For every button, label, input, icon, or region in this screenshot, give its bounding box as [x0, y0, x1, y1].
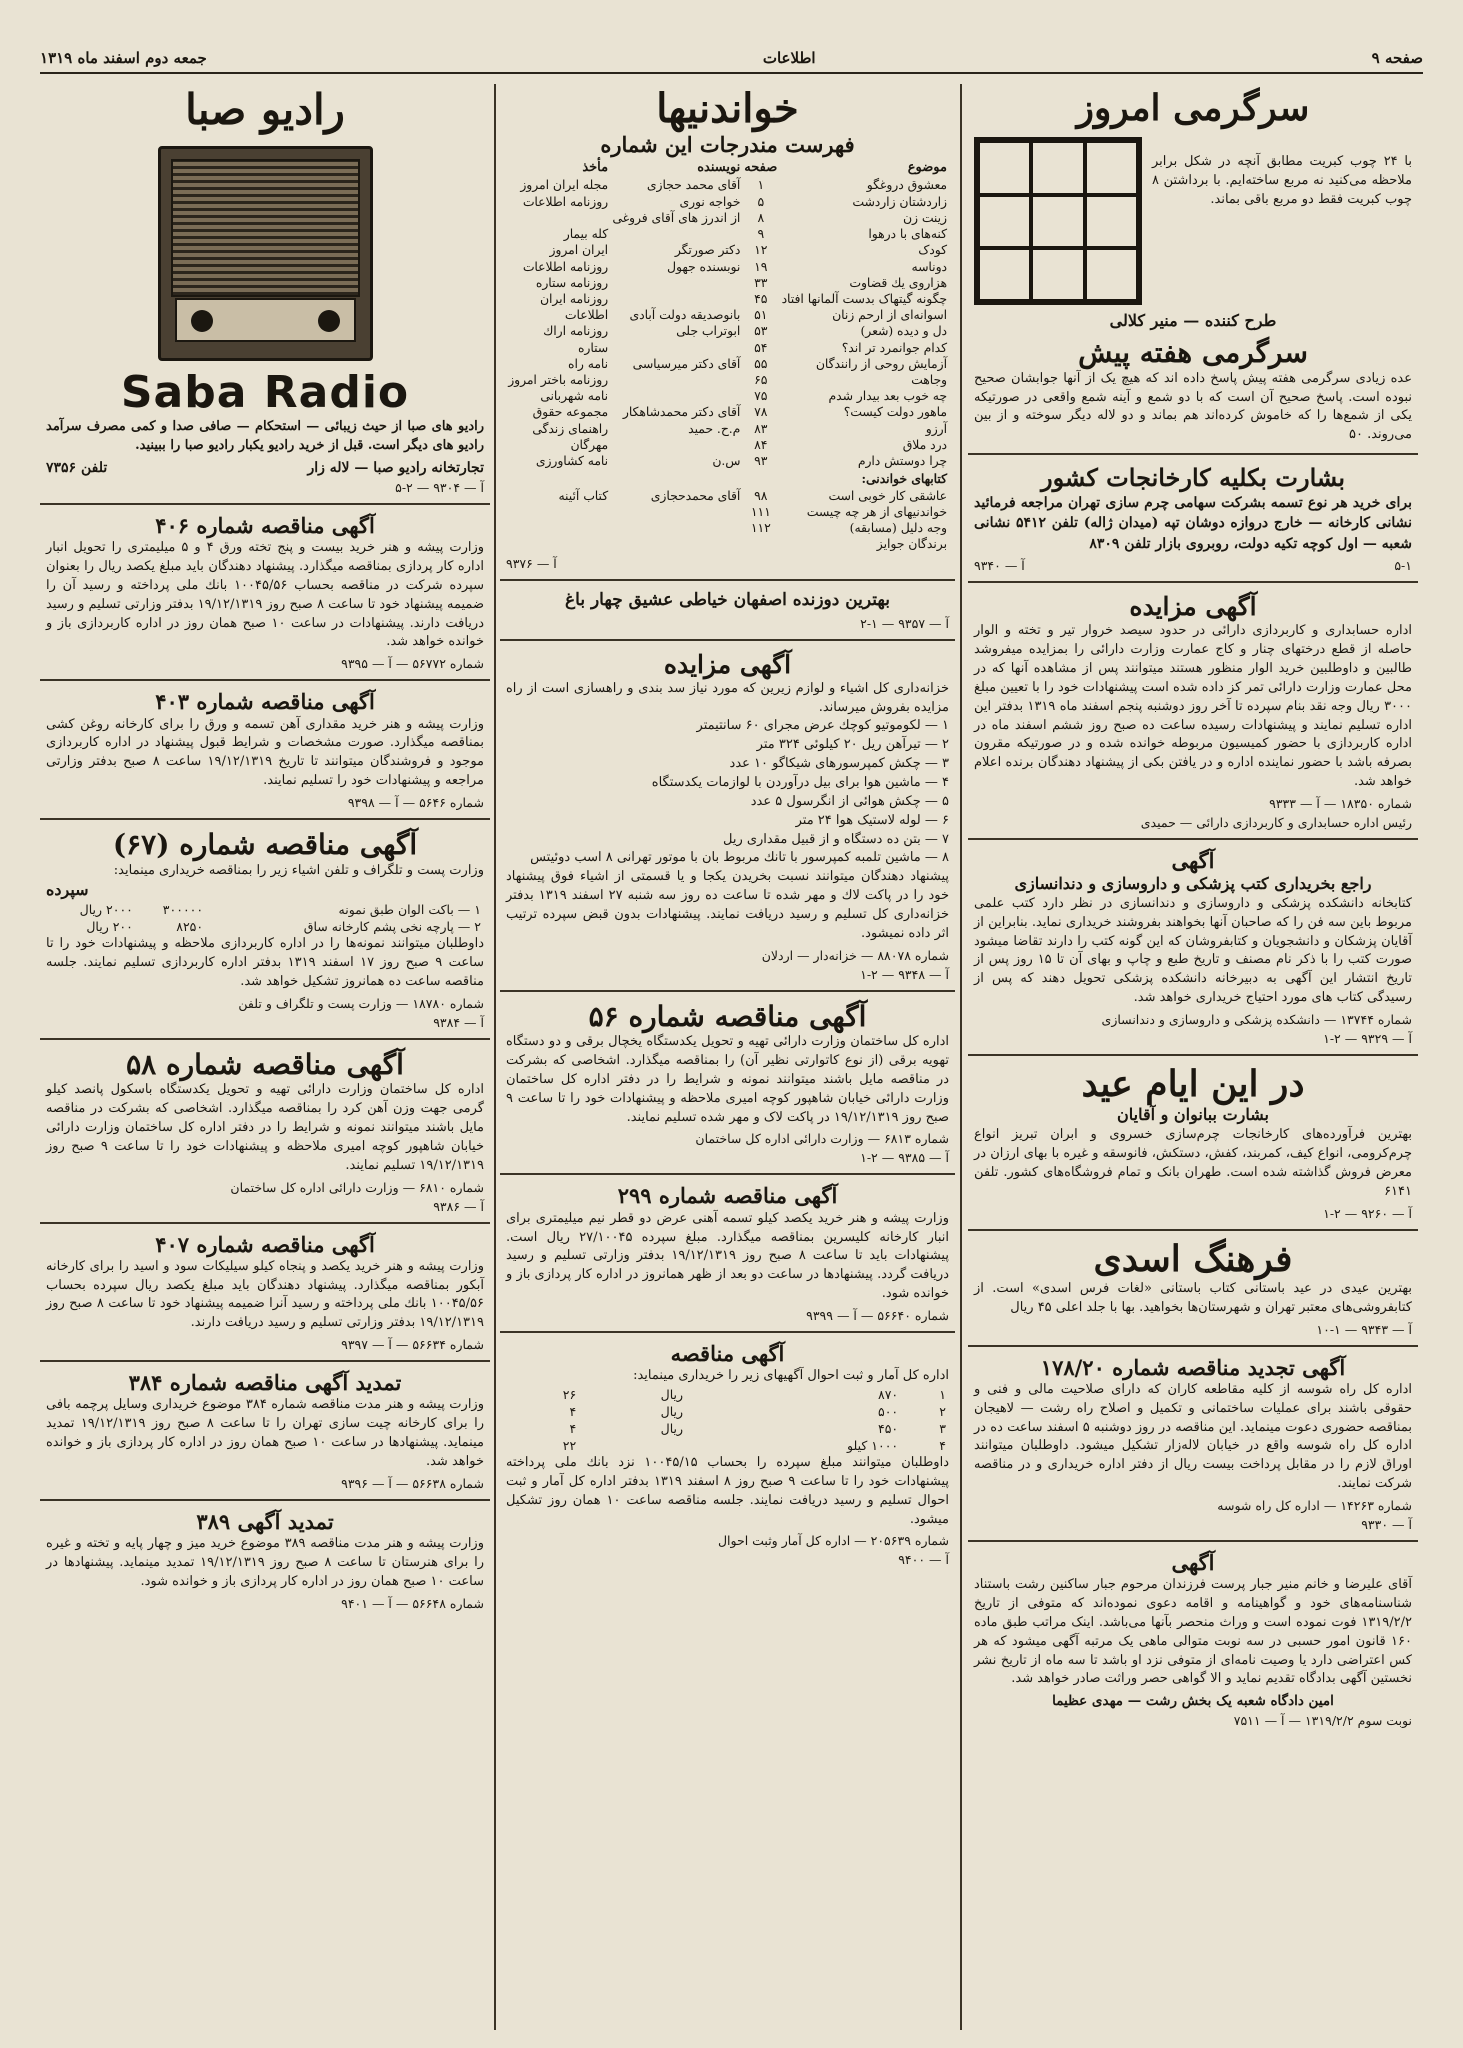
- tender-407: [40, 1224, 490, 1363]
- newspaper-name: اطلاعات: [762, 49, 816, 67]
- puzzle-title: سرگرمی امروز: [1076, 87, 1310, 129]
- contents-row: آزمایش روحی از رانندگان ۵۵ آقای دکتر میرسیاسی نامه راه: [568, 356, 947, 371]
- renewal-389-ref: شماره ۵۶۶۴۸ — آ — ۹۴۰۱: [341, 1595, 484, 1611]
- eid-ad: [968, 1056, 1418, 1231]
- tender-406-title: آگهی مناقصه شماره ۴۰۶: [155, 512, 375, 538]
- saba-radio-title: رادیو صبا: [185, 85, 345, 134]
- tender-56-ref: شماره ۶۸۱۳ — وزارت دارائی اداره کل ساختمان: [695, 1131, 949, 1147]
- contents-row: چه خوب بعد بیدار شدم ۷۵ نامه شهربانی: [540, 389, 947, 404]
- medical-books-ref2: آ — ۹۳۲۹ — ۲-۱: [1323, 1031, 1412, 1046]
- tender-56-text: اداره کل ساختمان وزارت دارائی تهیه و تحویل یکدستگاه یخچال برقی و دو دستگاه تهویه برقی (از نوع کاتوارتی نظیر آن) را بمناقصه میگذارد. اشخاصی که بشرکت در مناقصه مایل باشند میتوانند نمونه و شرایط را در دفتر اداره کل ساختمان وزارت دارائی خیابان شاهپور کوچه امیری ملاحظه و پیشنهادات خود را تا ساعت ۹ صبح روز ۱۹/۱۲/۱۳۱۹ در پاکت لاک و مهر شده تسلیم نمایند.: [506, 1034, 949, 1125]
- contents-section-row: کتابهای خواندنی:: [861, 471, 947, 487]
- treasury-auction-items: [506, 717, 949, 868]
- contents-row: کدام جوانمرد تر اند؟ ۵۴ ستاره: [577, 340, 947, 355]
- treasury-auction-ref2: آ — ۹۳۴۸ — ۲-۱: [860, 966, 949, 982]
- court-notice: [968, 1542, 1418, 1736]
- court-title: آگهی: [1171, 1549, 1215, 1575]
- auction-item: ۵ — چکش هوائی از انگرسول ۵ عدد: [750, 793, 949, 809]
- contents-header-row: موضوع صفحه نویسنده مأخذ: [582, 160, 947, 176]
- stats-tender-row: ۴ ۱۰۰۰ کیلو ۲۲: [562, 1437, 946, 1453]
- tender-67-title: آگهی مناقصه شماره (۶۷): [112, 827, 418, 861]
- saba-radio-ad: [40, 84, 490, 505]
- tender-299-text: وزارت پیشه و هنر خرید یکصد کیلو تسمه آهنی عرض دو قطر نیم میلیمتری برای انبار کارخانه کلیسرین بمناقصه میگذارد. مبلغ سپرده ۲۷/۱۰۰۴۵ ریال است. پیشنهادات باید تا ساعت ۸ صبح روز ۱۹/۱۲/۱۳۱۹ بدفتر وزارتی تسلیم و رسید دریافت گردد. پیشنهادها در ساعت دو بعد از ظهر همانروز در اداره کار پردازی باز و خوانده شود.: [506, 1210, 950, 1302]
- stats-tender-text: اداره کل آمار و ثبت احوال آگهیهای زیر را خریداری مینماید:: [633, 1368, 949, 1384]
- leather-ad-text: برای خرید هر نوع تسمه بشرکت سهامی چرم سازی تهران مراجعه فرمائید نشانی کارخانه — خارج دروازه دوشان تپه (میدان ژاله) تلفن ۵۴۱۲ نشانی شعبه — اول کوچه تکیه دولت، روبروی بازار تلفن ۸۳۰۹: [974, 495, 1412, 552]
- treasury-auction-ref: شماره ۸۸۰۷۸ — خزانه‌دار — اردلان: [761, 947, 949, 963]
- renewal-384-text: وزارت پیشه و هنر مدت مناقصه شماره ۳۸۴ موضوع خریداری وسایل پرچمه بافی را برای کارخانه چیت سازی تهران را تا ساعت ۸ صبح روز ۱۹/۱۲/۱۳۱۹ تمدید مینماید. پیشنهادها در ساعت ۱۰ صبح همان روز در اداره کار پردازی باز و خوانده خواهد شد.: [46, 1397, 484, 1469]
- tender-67-row: ۲ — پارچه نخی پشم کارخانه ساق ۸۲۵۰ ۲۰۰ ریال: [86, 919, 481, 935]
- auction-item: ۱ — لکوموتیو کوچك عرض مجرای ۶۰ سانتیمتر: [696, 718, 949, 734]
- medical-books-notice: [968, 840, 1418, 1056]
- tender-56: [500, 992, 955, 1176]
- contents-row: آرزو ۸۳ م.ح. حمید راهنمای زندگی: [532, 421, 947, 436]
- saba-radio-ref: آ — ۹۳۰۴ — ۲-۵: [395, 479, 484, 495]
- auction-item: ۸ — ماشین تلمبه کمپرسور با تانك مربوط بان با موتور تهرانی ۸ اسب دوئیتس: [530, 850, 949, 866]
- contents-row: دوناسه ۱۹ نوبسنده جهول روزنامه اطلاعات: [522, 259, 947, 274]
- stats-tender: [500, 1333, 955, 1575]
- contents-row: چرا دوستش دارم ۹۳ س.ن نامه کشاورزی: [535, 454, 947, 469]
- tender-58-text: اداره کل ساختمان وزارت دارائی تهیه و تحویل یکدستگاه باسکول پانصد کیلو گرمی جهت وزن آهن کرد را بمناقصه میگذارد. اشخاصی که بشرکت در مناقصه مایل باشند میتوانند نمونه و شرایط را در دفتر اداره کل ساختمان وزارت دارائی خیابان شاهپور کوچه امیری ملاحظه و پیشنهادات خود را تا ساعت ۹ صبح روز ۱۹/۱۲/۱۳۱۹ تسلیم نمایند.: [46, 1082, 485, 1173]
- eid-text: بهترین فرآورده‌های کارخانجات چرم‌سازی خسروی و ابران تبریز انواع چرم‌کرومی، انواع کیف، کمربند، کفش، دستکش، فانوسقه و غیره با بهای ارزان در معرض فروش گذاشته شده است. طهران بانک و تمام فروشگاه‌های کشور. تلفن ۶۱۴۱: [974, 1127, 1412, 1199]
- auction-item: ۶ — لوله لاستیک هوا ۲۴ متر: [795, 812, 949, 828]
- farhang-ad: [968, 1231, 1418, 1347]
- tender-403-text: وزارت پیشه و هنر خرید مقداری آهن تسمه و ورق را برای کارخانه روغن کشی بمناقصه میگذارد. صورت مشخصات و شرایط قبول پیشنهاد در اداره کاربردازی موجود و فروشندگان میتوانند تا تاریخ ۱۹/۱۲/۱۳۱۹ ساعت ۸ صبح بدفتر وزارتی مراجعه و پیشنهادات خود را تسلیم نمایند.: [46, 716, 484, 789]
- khandaniha-subtitle: فهرست مندرجات این شماره: [600, 132, 855, 157]
- tender-67-text2: داوطلبان میتوانند نمونه‌ها را در اداره کاربردازی ملاحظه و پیشنهادات خود را تا ساعت ۹ صبح روز ۱۷ اسفند ۱۳۱۹ بدفتر اداره کاربردازی تسلیم نمایند. جلسه مناقصه ساعت ده همانروز تشکیل خواهد شد.: [46, 936, 485, 989]
- tender-406-ref: شماره ۵۶۷۷۲ — آ — ۹۳۹۵: [341, 656, 484, 672]
- contents-row: زاردشتان زاردشت ۵ خواجه نوری روزنامه اطلاعات: [522, 194, 947, 209]
- eid-ref: آ — ۹۲۶۰ — ۲-۱: [1323, 1205, 1412, 1221]
- auction-notice: [968, 583, 1418, 840]
- auction-text: اداره حسابداری و کاربردازی دارائی در حدود سیصد خروار تیر و تخته و الوار حاصله از قطع درختهای چنار و کاج عمارت وزارت دارائی را بمزایده میفروشد طالبین و داوطلبین خرید الوار منظور هستند میتوانند پس از مشاهده آنها که در محل عمارت وزارت دارائی تمر کز داده شده است پیشنهادات خود را با تعیین مبلغ ۳۰۰۰ ریال وجه نقد بنام سپرده تا آخر روز دوشنبه پنجم اسفند ماه ۱۳۱۹ بدفتر این اداره تسلیم نمایند و پیشنهادات رسیده ساعت ده صبح روز ششم اسفند ماه در اداره کاربردازی با حضور کمیسیون مربوطه خوانده شده و در صورتیکه مقرون بصرفه باشد با حضور نماینده اداره و در یافتن بکی از پیشنهاد دهندگان برنده اعلام خواهد شد.: [974, 623, 1412, 790]
- road-tender-title: آگهی تجدید مناقصه شماره ۱۷۸/۲۰: [1040, 1354, 1346, 1380]
- contents-row: برندگان جوایز: [876, 537, 947, 552]
- puzzle-text: با ۲۴ چوب کبریت مطابق آنچه در شکل برابر ملاحظه می‌کنید نه مربع ساخته‌ایم. با برداشتن ۸ چوب کبریت فقط دو مربع باقی بماند.: [1152, 154, 1412, 208]
- puzzle-body: [974, 137, 1412, 305]
- tender-403: [40, 681, 490, 820]
- stats-tender-row: ۱ ۸۷۰ ریال ۲۶: [562, 1386, 946, 1402]
- khandaniha-block: [500, 84, 955, 581]
- tender-67: [40, 820, 490, 1040]
- leather-ad-title: بشارت بکلیه کارخانجات کشور: [1040, 463, 1346, 493]
- medical-books-title: آگهی: [1171, 847, 1215, 873]
- contents-row: معشوق دروغگو ۱ آقای محمد حجازی مجله ایران امروز: [520, 178, 947, 193]
- radio-illustration: [158, 146, 373, 361]
- puzzle-block: [968, 84, 1418, 455]
- contents-row: عاشقی کار خوبی است ۹۸ آقای محمدحجازی کتاب آئینه: [558, 488, 947, 503]
- stats-tender-table: [506, 1386, 949, 1454]
- auction-ref: شماره ۱۸۳۵۰ — آ — ۹۳۳۳: [1269, 795, 1412, 811]
- column-rule: [494, 84, 496, 2030]
- contents-row: کنه‌های با درهوا ۹ کله بیمار: [563, 227, 947, 242]
- medical-books-ref: شماره ۱۳۷۴۴ — دانشکده پزشکی و داروسازی و دندانسازی: [1101, 1012, 1412, 1027]
- saba-radio-contact: تجارتخانه رادیو صبا — لاله زار تلفن ۷۳۵۶: [46, 459, 484, 476]
- court-text: آقای علیرضا و خانم منیر جبار پرست فرزندان مرحوم جبار ساکنین رشت باستناد شناسنامه‌های خود و گواهینامه و اقامه دعوی نموده‌اند که متوفی از تاریخ ۱۳۱۹/۲/۲ فوت نموده است و وراث منحصر بآنها می‌باشد. اینک مراتب طبق ماده ۱۶۰ قانون امور حسبی در سه نوبت متوالی ماهی یک مرتبه آگهی میشود که هر کس اعتراضی دارد یا وصیت نامه‌ای از متوفی نزد او باشد تا سه ماه از تاریخ نشر نخستین آگهی بدادگاه تقدیم نماید و الا گواهی حصر وراثت صادر خواهد شد.: [974, 1577, 1412, 1687]
- contents-ref: آ — ۹۳۷۶: [506, 556, 557, 572]
- middle-column: [500, 84, 955, 2030]
- khandaniha-title: خواندنیها: [656, 85, 799, 132]
- tender-299-title: آگهی مناقصه شماره ۲۹۹: [617, 1183, 838, 1209]
- leather-ad: [968, 455, 1418, 583]
- auction-title: آگهی مزایده: [1129, 592, 1257, 622]
- stats-tender-ref: شماره ۲۰۵۶۳۹ — اداره کل آمار وثبت احوال: [717, 1533, 949, 1549]
- tender-406-text: وزارت پیشه و هنر خرید بیست و پنج تخته ورق ۴ و ۵ میلیمتری را تحویل انبار اداره کار پردازی بمناقصه میگذارد. پیشنهاد دهندگان باید مبلغ یکصد ریال را بعنوان سپرده شرکت در مناقصه بحساب ۱۰۰۴۵/۵۶ بانك ملی پرداخته و رسید آن را ضمیمه پیشنهاد خود تا ساعت ۸ صبح روز ۱۹/۱۲/۱۳۱۹ بدفتر وزارتی تسلیم و رسید دریافت دارند. پیشنهادات در ساعت ۱۰ صبح همان روز در اداره کاربردازی باز و خوانده خواهد شد.: [46, 540, 485, 650]
- road-tender-ref2: آ — ۹۳۳۰: [1361, 1516, 1412, 1532]
- tender-58-ref: شماره ۶۸۱۰ — وزارت دارائی اداره کل ساختمان: [230, 1179, 484, 1195]
- auction-item: ۲ — تیرآهن ریل ۲۰ کیلوئی ۳۲۴ متر: [756, 737, 949, 753]
- tender-403-title: آگهی مناقصه شماره ۴۰۳: [155, 689, 375, 715]
- treasury-auction-text: پیشنهاد دهندگان میتوانند نسبت بخریدن یکجا و یا قسمتی از اشیاء فوق پیشنهاد خود را در پاکت لاك و مهر شده تا ساعت ده روز سه شنبه ۲۷ اسفند ۱۳۱۹ بدفتر خزانه‌داری کل تسلیم و رسید دریافت نمایند. پیشنهادات بدون قبض سپرده ترتیب اثر داده نمیشود.: [506, 869, 950, 941]
- stats-tender-row: ۳ ۴۵۰ ریال ۴: [569, 1420, 946, 1436]
- tender-407-ref: شماره ۵۶۶۳۴ — آ — ۹۳۹۷: [341, 1337, 484, 1353]
- auction-item: ۷ — بتن ده دستگاه و از قبیل مقداری ریل: [722, 831, 949, 847]
- stats-tender-row: ۲ ۵۰۰ ریال ۴: [569, 1403, 946, 1419]
- contents-row: اسوانه‌ای از ارحم زنان ۵۱ بانوصدیقه دولت آبادی اطلاعات: [564, 308, 947, 323]
- tender-67-table: [46, 901, 484, 935]
- contents-row: دل و دیده (شعر) ۵۳ ابوتراب جلی روزنامه اراك: [543, 324, 947, 339]
- farhang-ref: آ — ۹۳۴۳ — ۱-۱۰: [1316, 1321, 1412, 1337]
- tailor-ad: [500, 581, 955, 640]
- contents-row: ماهور دولت کیست؟ ۷۸ آقای دکتر محمدشاهکار مجموعه حقوق: [532, 405, 947, 420]
- renewal-389-title: تمدید آگهی ۳۸۹: [196, 1508, 334, 1534]
- contents-row: وجه دلیل (مسابقه) ۱۱۲: [750, 521, 947, 535]
- farhang-title: فرهنگ اسدی: [1093, 1237, 1293, 1280]
- stats-tender-ref2: آ — ۹۴۰۰: [898, 1552, 949, 1568]
- tender-406: [40, 505, 490, 681]
- tender-403-ref: شماره ۵۶۴۶ — آ — ۹۳۹۸: [347, 794, 484, 810]
- renewal-384: [40, 1362, 490, 1501]
- tender-299-ref: شماره ۵۶۶۴۰ — آ — ۹۳۹۹: [806, 1307, 949, 1323]
- contents-row: چگونه گیتهاک بدست آلمانها افتاد ۴۵ روزنامه ایران: [539, 291, 947, 306]
- tender-407-text: وزارت پیشه و هنر خرید یکصد و پنجاه کیلو سیلیکات سود و اسید را برای کارخانه آبکور بمناقصه میگذارد. پیشنهاد دهندگان باید مبلغ یکصد ریال سپرده بحساب ۱۰۰۴۵/۵۶ بانك ملی پرداخته و رسید آنرا ضمیمه پیشنهاد خود تا ساعت ۸ صبح روز ۱۹/۱۲/۱۳۱۹ بدفتر وزارتی تسلیم و رسید دریافت دارند.: [46, 1258, 485, 1331]
- contents-row: درد ملاق ۸۴ مهرگان: [570, 437, 947, 452]
- contents-row: وجاهت ۶۵ روزنامه باختر امروز: [508, 373, 947, 388]
- medical-books-text: کتابخانه دانشکده پزشکی و داروسازی و دندانسازی در نظر دارد کتب علمی مربوط باین سه فن را که صاحبان آنها بخواهند بفروشند خریداری نماید. بنابراین از آقایان پزشکان و دانشجویان و کتابفروشان که این گونه کتب را دارند تقاضا میشود صورت کتب را با ذکر نام مصنف و تاریخ طبع و چاپ و بهای آن تا ۱۵ روز پس از تاریخ انتشار این آگهی به دبیرخانه دانشکده پزشکی تحویل دهند که پس از رسیدگی کتاب های مورد احتیاج خریداری خواهد شد.: [974, 895, 1412, 1006]
- tender-58-title: آگهی مناقصه شماره ۵۸: [126, 1047, 404, 1081]
- auction-item: ۴ — ماشین هوا برای بیل درآوردن با لوازمات یکدستگاه: [651, 775, 949, 790]
- tender-67-row: ۱ — باکت الوان طبق نمونه ۳۰۰۰۰۰ ۲۰۰۰ ریال: [79, 902, 481, 918]
- right-column: [968, 84, 1418, 2030]
- tender-58-ref2: آ — ۹۳۸۶: [433, 1198, 484, 1214]
- renewal-384-ref: شماره ۵۶۶۳۸ — آ — ۹۳۹۶: [341, 1475, 484, 1491]
- page-number: صفحه ۹: [1371, 49, 1423, 67]
- matchstick-grid: [974, 137, 1142, 305]
- renewal-389-text: وزارت پیشه و هنر مدت مناقصه ۳۸۹ موضوع خرید میز و چهار پایه و تخته و غیره را برای هنرستان تا ساعت ۸ صبح روز ۱۹/۱۲/۱۳۱۹ تمدید مینماید. پیشنهادها در ساعت ۱۰ صبح همان روز در اداره کار پردازی باز و خوانده شود.: [46, 1536, 485, 1589]
- medical-books-sub: راجع بخریداری کتب پزشکی و داروسازی و دندانسازی: [1014, 874, 1372, 894]
- left-column: [40, 84, 490, 2030]
- contents-table: [506, 158, 949, 552]
- saba-radio-text: رادیو های صبا از حیث زیبائی — استحکام — صافی صدا و کمی مصرف سرآمد رادیو های دیگر است. قبل از خرید رادیو یکبار رادیو صبا را ببینید.: [46, 419, 484, 454]
- farhang-text: بهترین عیدی در عید باستانی کتاب باستانی «لغات فرس اسدی» است. از کتابفروشی‌های معتبر تهران و شهرستان‌ها بخواهید. بها با جلد اعلی ۴۵ ریال: [974, 1280, 1412, 1315]
- tender-67-ref: شماره ۱۸۷۸۰ — وزارت پست و تلگراف و تلفن: [238, 995, 484, 1011]
- treasury-auction-title: آگهی مزایده: [663, 649, 792, 679]
- renewal-389: [40, 1501, 490, 1619]
- road-tender: [968, 1347, 1418, 1542]
- tender-67-text: وزارت پست و تلگراف و تلفن اشیاء زیر را بمناقصه خریداری مینماید:: [113, 862, 484, 878]
- last-week-title: سرگرمی هفته پیش: [1078, 336, 1308, 370]
- column-rule: [960, 84, 962, 2030]
- tender-67-deposit-label: سپرده: [46, 880, 89, 900]
- renewal-384-title: تمدید آگهی مناقصه شماره ۳۸۴: [128, 1370, 402, 1396]
- tender-58: [40, 1040, 490, 1224]
- auction-sign: رئیس اداره حسابداری و کاربردازی دارائی — حمیدی: [1140, 814, 1412, 830]
- court-ref: نوبت سوم ۱۳۱۹/۲/۲ — آ — ۷۵۱۱: [1233, 1713, 1412, 1729]
- tender-56-title: آگهی مناقصه شماره ۵۶: [588, 999, 867, 1033]
- tailor-text: بهترین دوزنده اصفهان خیاطی عشیق چهار باغ: [565, 590, 890, 611]
- tender-407-title: آگهی مناقصه شماره ۴۰۷: [155, 1231, 375, 1257]
- puzzle-designer: طرح کننده — منیر کلالی: [1109, 311, 1277, 331]
- last-week-text: عده زیادی سرگرمی هفته پیش پاسخ داده اند که هیچ یک از آنها جوابشان صحیح نبوده است. پاسخ صحیح آن است که با دو شمع و آینه شمع واقعی در صورتیکه یکی از شمع‌ها را که خاموش کرده‌اند هم بماند و دو لاله دیگر سوخته و از بین می‌روند. ۵۰: [974, 370, 1412, 443]
- contents-row: هزاروی یك قضاوت ۳۳ روزنامه ستاره: [535, 275, 947, 290]
- court-sign: امین دادگاه شعبه یک بخش رشت — مهدی عظیما: [1052, 1693, 1334, 1710]
- stats-tender-text2: داوطلبان میتوانند مبلغ سپرده را بحساب ۱۰۰۴۵/۱۵ نزد بانك ملی پرداخته پیشنهادات خود را تا ساعت ۹ صبح روز ۸ اسفند ۱۳۱۹ بدفتر اداره کل آمار و ثبت احوال تسلیم و رسید دریافت نمایند. جلسه مناقصه ساعت ۱۰ همان روز تشکیل میشود.: [506, 1454, 949, 1527]
- road-tender-text: اداره کل راه شوسه از کلیه مقاطعه کاران که دارای صلاحیت مالی و فنی و حقوقی باشند برای عملیات ساختمانی و تکمیل و اصلاح راه رشت — لاهیجان بمناقصه حضوری دعوت مینماید. این مناقصه در روز دوشنبه ۵ اسفند ساعت ده در اداره کل راه شوسه واقع در خیابان لاله‌زار تشکیل میشود. داوطلبان میتوانند اوراق لازم را در مقابل پرداخت بیست ریال از دفتر اداره خریداری و در مناقصه شرکت نمایند.: [974, 1381, 1412, 1492]
- stats-tender-title: آگهی مناقصه: [670, 1340, 785, 1366]
- leather-ad-ref: ۵-۱ آ — ۹۳۴۰: [974, 558, 1412, 574]
- contents-row: زینت زن ۸ از اندرز های آقای فروغی: [612, 210, 947, 225]
- auction-item: ۳ — چکش کمپرسورهای شیکاگو ۱۰ عدد: [729, 756, 949, 772]
- tender-56-ref2: آ — ۹۳۸۵ — ۲-۱: [860, 1150, 949, 1166]
- contents-row: کودک ۱۲ دکتر صورتگر ایران امروز: [549, 243, 947, 258]
- contents-row: خواندنیهای از هر چه چیست ۱۱۱: [750, 504, 947, 519]
- tailor-ref: آ — ۹۳۵۷ — ۱-۲: [860, 615, 949, 631]
- treasury-auction: [500, 641, 955, 992]
- tender-299: [500, 1175, 955, 1332]
- tender-67-ref2: آ — ۹۳۸۴: [433, 1014, 484, 1030]
- issue-date: جمعه دوم اسفند ماه ۱۳۱۹: [40, 49, 207, 67]
- eid-sub: بشارت ببانوان و آقایان: [1117, 1105, 1269, 1125]
- eid-title: در این ایام عید: [1081, 1063, 1305, 1105]
- road-tender-ref: شماره ۱۴۲۶۳ — اداره کل راه شوسه: [1217, 1497, 1412, 1513]
- treasury-auction-intro: خزانه‌داری کل اشیاء و لوازم زیرین که مورد نیاز سد بندی و راهسازی است از راه مزایده بفروش میرساند.: [506, 680, 949, 715]
- saba-radio-brand: Saba Radio: [120, 367, 410, 419]
- running-header: [40, 44, 1423, 74]
